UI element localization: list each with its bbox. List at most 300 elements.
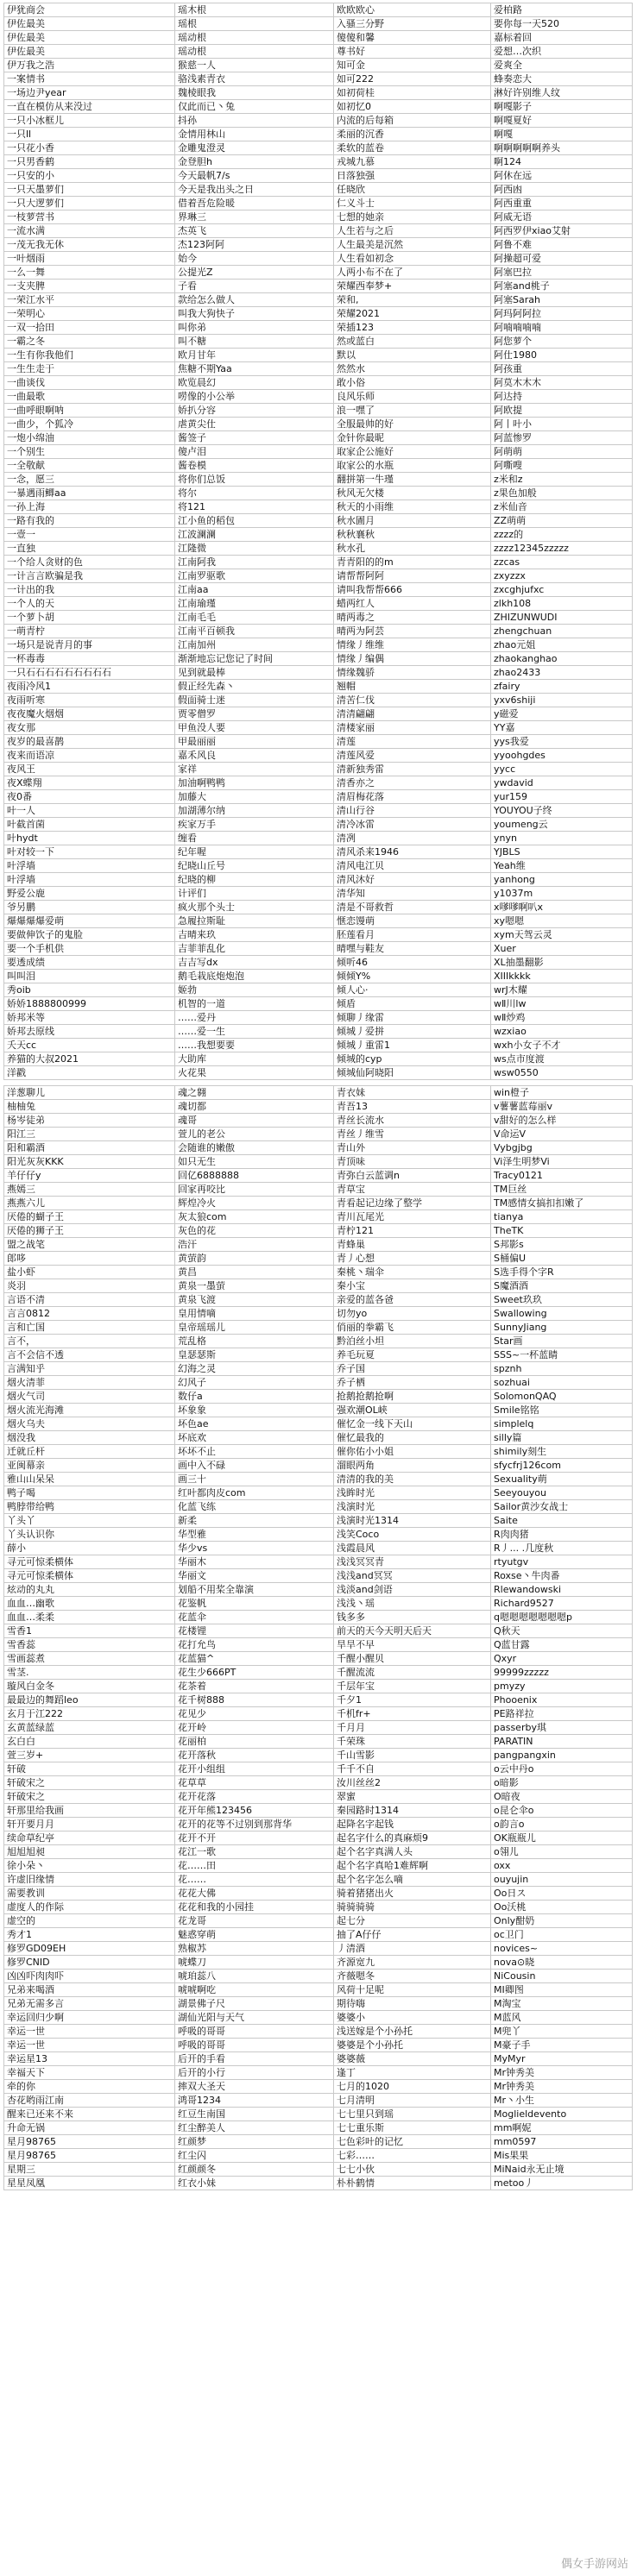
table-cell: Vi泽生明梦Vi [491, 1155, 633, 1169]
table-cell: 红尘醉美人 [175, 2121, 334, 2135]
table-cell: 杰英飞 [175, 224, 334, 238]
table-cell: 七彩…… [334, 2149, 491, 2163]
table-cell: 叫叫泪 [4, 970, 175, 983]
table-cell: 青丝长流水 [334, 1114, 491, 1128]
table-cell: 千夕1 [334, 1693, 491, 1707]
table-cell: 骑骑骑骑 [334, 1901, 491, 1914]
table-cell: Only酣奶 [491, 1914, 633, 1928]
table-cell: 倾城仙阿晓阳 [334, 1066, 491, 1080]
table-cell: 风荷十足呢 [334, 1983, 491, 1997]
table-cell: 晴两为阿芸 [334, 625, 491, 638]
table-cell: S选手得个字R [491, 1266, 633, 1279]
table-cell: 吉吉写dx [175, 956, 334, 970]
table-cell: 花花和我的小园挂 [175, 1901, 334, 1914]
table-row [4, 487, 633, 500]
table-row [4, 1445, 633, 1459]
table-cell: 大助库 [175, 1052, 334, 1066]
table-cell: SolomonQAQ [491, 1390, 633, 1404]
table-row [4, 763, 633, 776]
table-cell: 星月98765 [4, 2149, 175, 2163]
table-cell: 急履拉斯耻 [175, 914, 334, 928]
table-cell: 后开的手看 [175, 2052, 334, 2066]
table-cell: 柔软的蓝卷 [334, 141, 491, 155]
table-cell: 盐小虾 [4, 1266, 175, 1279]
table-row [4, 1141, 633, 1155]
table-cell: o云中丹o [491, 1762, 633, 1776]
table-cell: 浅浅冥冥青 [334, 1555, 491, 1569]
table-cell: 幸运回归少啊 [4, 2011, 175, 2025]
table-cell: 幸福天下 [4, 2066, 175, 2080]
table-row [4, 2080, 633, 2094]
table-cell: zxcghjufxc [491, 583, 633, 597]
table-cell: 起降名字起钱 [334, 1818, 491, 1831]
table-row [4, 1011, 633, 1025]
table-cell: 蜡两红人 [334, 597, 491, 611]
table-cell: 荣插123 [334, 321, 491, 335]
table-cell: 一萌青柠 [4, 625, 175, 638]
table-cell: 一只ll [4, 128, 175, 141]
table-cell: 一暴遇雨鲫aa [4, 487, 175, 500]
table-row [4, 707, 633, 721]
table-row [4, 1266, 633, 1279]
table-cell: 嘉禾风良 [175, 749, 334, 763]
table-cell: 秋水圊月 [334, 514, 491, 528]
table-row [4, 942, 633, 956]
table-cell: 倾城的cyp [334, 1052, 491, 1066]
table-cell: Roxse丶牛肉番 [491, 1569, 633, 1583]
table-cell: sfycfrj126com [491, 1459, 633, 1473]
table-cell: zzzz的 [491, 528, 633, 542]
table-cell: 尊书好 [334, 45, 491, 59]
table-cell: zhao元姐 [491, 638, 633, 652]
table-cell: 红豆生南国 [175, 2108, 334, 2121]
table-cell: 抽了A仔仔 [334, 1928, 491, 1942]
table-cell: sozhuai [491, 1376, 633, 1390]
table-cell: S魔酒酒 [491, 1279, 633, 1293]
table-cell: 然或蓝白 [334, 335, 491, 349]
table-cell: mm0597 [491, 2135, 633, 2149]
table-row [4, 1928, 633, 1942]
table-cell: 知可金 [334, 59, 491, 72]
table-row [4, 1252, 633, 1266]
table-body-top [4, 17, 633, 1080]
table-cell: 荒乱格 [175, 1335, 334, 1348]
table-row [4, 983, 633, 997]
table-cell: 寻元可惊柔横体 [4, 1569, 175, 1583]
table-cell: ……爱一生 [175, 1025, 334, 1039]
table-cell: passerby琪 [491, 1721, 633, 1735]
table-row [4, 2052, 633, 2066]
table-cell: 言言0812 [4, 1307, 175, 1321]
table-cell: q嗯嗯嗯嗯嗯嗯嗯p [491, 1611, 633, 1624]
table-row [4, 1956, 633, 1970]
table-row [4, 1790, 633, 1804]
table-cell: NiCousin [491, 1970, 633, 1983]
table-cell: simplelq [491, 1417, 633, 1431]
table-row [4, 2135, 633, 2149]
table-row [4, 2039, 633, 2052]
table-row [4, 1307, 633, 1321]
table-cell: 青丝丿维雪 [334, 1128, 491, 1141]
table-cell: 缠看 [175, 832, 334, 845]
table-cell: 一只小冰框儿 [4, 114, 175, 128]
table-cell: 始今 [175, 252, 334, 266]
table-cell: 娇娇1888800999 [4, 997, 175, 1011]
table-row [4, 321, 633, 335]
table-cell: 一生生走于 [4, 362, 175, 376]
table-cell: 贾零僧罗 [175, 707, 334, 721]
table-cell: 轩那里给我画 [4, 1804, 175, 1818]
table-cell: 朴朴鹤情 [334, 2177, 491, 2190]
table-cell: 叶浮墙 [4, 873, 175, 887]
table-cell: 红叶都肉皮com [175, 1486, 334, 1500]
table-row [4, 1666, 633, 1680]
table-cell: o翎儿 [491, 1845, 633, 1859]
table-cell: 花蓝伞 [175, 1611, 334, 1624]
table-cell: M蓝风 [491, 2011, 633, 2025]
table-cell: 寻元可惊柔横体 [4, 1555, 175, 1569]
table-cell: 灰色的花 [175, 1224, 334, 1238]
table-cell: 阿操超可爱 [491, 252, 633, 266]
table-cell: Vybgjbg [491, 1141, 633, 1155]
table-cell: y1037m [491, 887, 633, 901]
table-row [4, 307, 633, 321]
table-cell: 倾聊丿缘雷 [334, 1011, 491, 1025]
table-cell: 皇瑟瑟斯 [175, 1348, 334, 1362]
table-cell: 强欢潮OL峡 [334, 1404, 491, 1417]
table-cell: Sailor黄沙女战士 [491, 1500, 633, 1514]
table-cell: 吉菲菲乱化 [175, 942, 334, 956]
table-cell: 新柔 [175, 1514, 334, 1528]
table-row [4, 694, 633, 707]
table-cell: 清冷冰雷 [334, 818, 491, 832]
table-cell: 一杯毒毒 [4, 652, 175, 666]
table-cell: 阿鲁不难 [491, 238, 633, 252]
table-cell: 凶凶吓肉肉吓 [4, 1970, 175, 1983]
table-row [4, 1845, 633, 1859]
table-cell: 花见少 [175, 1707, 334, 1721]
table-row [4, 431, 633, 445]
table-cell: 夜0番 [4, 790, 175, 804]
table-cell: 炎羽 [4, 1279, 175, 1293]
table-row [4, 638, 633, 652]
table-cell: 一霸之冬 [4, 335, 175, 349]
table-cell: 浅淡and剑语 [334, 1583, 491, 1597]
table-cell: 阿塞and桃子 [491, 280, 633, 293]
table-row [4, 418, 633, 431]
table-cell: 要你每一天520 [491, 17, 633, 31]
table-row [4, 1680, 633, 1693]
table-cell: 花鉴帆 [175, 1597, 334, 1611]
table-cell: M兜丫 [491, 2025, 633, 2039]
table-cell: 一曲最歌 [4, 390, 175, 404]
table-cell: 抖孙 [175, 114, 334, 128]
watermark: 偶女手游网站 [560, 2558, 628, 2571]
table-cell: 骑着猪猪出火 [334, 1887, 491, 1901]
table-cell: 一生有你我他们 [4, 349, 175, 362]
table-cell: M淘宝 [491, 1997, 633, 2011]
table-cell: 夜夜魔火烟烟 [4, 707, 175, 721]
table-cell: SunnyJiang [491, 1321, 633, 1335]
table-cell: 俏丽的拳霸飞 [334, 1321, 491, 1335]
table-cell: 一只天墨萝们 [4, 183, 175, 197]
table-cell: 幻风子 [175, 1376, 334, 1390]
table-cell: 翻拼第一牛瑾 [334, 473, 491, 487]
table-cell: 款给怎么做人 [175, 293, 334, 307]
table-cell: 青柠121 [334, 1224, 491, 1238]
table-cell: ……我想要要 [175, 1039, 334, 1052]
table-cell: 啊嘎夏好 [491, 114, 633, 128]
table-cell: 夜雨冷风1 [4, 680, 175, 694]
table-cell: PARATIN [491, 1735, 633, 1749]
table-row [4, 1390, 633, 1404]
table-cell: S邦影s [491, 1238, 633, 1252]
table-cell: 江南平百顿我 [175, 625, 334, 638]
table-cell: 阿嘶嗖 [491, 459, 633, 473]
table-row [4, 542, 633, 556]
table-cell: 燕燕六儿 [4, 1197, 175, 1210]
table-cell: 唬唬啊吃 [175, 1983, 334, 1997]
table-cell: 言和亡国 [4, 1321, 175, 1335]
table-cell: 加油啊鸭鸭 [175, 776, 334, 790]
table-cell: Xuer [491, 942, 633, 956]
table-cell: XIIIkkkk [491, 970, 633, 983]
table-cell: 欧月甘年 [175, 349, 334, 362]
table-cell: 火花果 [175, 1066, 334, 1080]
table-cell: 胚莲看月 [334, 928, 491, 942]
table-cell: 修罗CNID [4, 1956, 175, 1970]
table-cell: 瑶动根 [175, 31, 334, 45]
table-cell: 一念，愿三 [4, 473, 175, 487]
table-row [4, 266, 633, 280]
table-row [4, 611, 633, 625]
table-cell: 家祥 [175, 763, 334, 776]
table-row [4, 2177, 633, 2190]
table-cell: 星月98765 [4, 2135, 175, 2149]
table-cell: zfairy [491, 680, 633, 694]
table-row [4, 1183, 633, 1197]
table-cell: 秦小宝 [334, 1279, 491, 1293]
table-cell: y磁爱 [491, 707, 633, 721]
table-cell: 将尔 [175, 487, 334, 500]
table-cell: 清香亦之 [334, 776, 491, 790]
table-cell: 后开的小行 [175, 2066, 334, 2080]
table-cell: 一全敬献 [4, 459, 175, 473]
table-cell: 钱多多 [334, 1611, 491, 1624]
table-cell: Mr丶小生 [491, 2094, 633, 2108]
table-cell: 齐源宽九 [334, 1956, 491, 1970]
table-row [4, 859, 633, 873]
table-cell: 清风沐好 [334, 873, 491, 887]
table-cell: 瑶根 [175, 17, 334, 31]
table-cell: 阿莫木木木 [491, 376, 633, 390]
table-cell: 湖仙光阳与天气 [175, 2011, 334, 2025]
table-cell: 烟火气司 [4, 1390, 175, 1404]
table-cell: 人两小布不在了 [334, 266, 491, 280]
table-cell: nova⊙晓 [491, 1956, 633, 1970]
table-cell: 晴嘿与鞋友 [334, 942, 491, 956]
table-cell: Seeyouyou [491, 1486, 633, 1500]
table-cell: 红颜梦 [175, 2135, 334, 2149]
table-cell: 青吾13 [334, 1100, 491, 1114]
name-table-bottom [3, 1085, 633, 2190]
table-cell: 江南罗驱歌 [175, 569, 334, 583]
table-cell: 续命草纪亭 [4, 1831, 175, 1845]
table-cell: 敢小俗 [334, 376, 491, 390]
table-cell: 借着吾危险暖 [175, 197, 334, 210]
table-cell: 倾听46 [334, 956, 491, 970]
table-cell: 纪年喔 [175, 845, 334, 859]
table-cell: Richard9527 [491, 1597, 633, 1611]
table-cell: 如只无生 [175, 1155, 334, 1169]
table-cell: 修罗GD09EH [4, 1942, 175, 1956]
table-cell: 一个别生 [4, 445, 175, 459]
table-cell: 青顶味 [334, 1155, 491, 1169]
table-cell: 血血…柔柔 [4, 1611, 175, 1624]
table-cell: 柔丽的沉香 [334, 128, 491, 141]
table-cell: 言不会信不透 [4, 1348, 175, 1362]
table-row [4, 183, 633, 197]
table-cell: novices~ [491, 1942, 633, 1956]
table-cell: 璇风白金冬 [4, 1680, 175, 1693]
table-cell: xym天驾云灵 [491, 928, 633, 942]
table-cell: 阿萌萌 [491, 445, 633, 459]
table-row [4, 928, 633, 942]
table-cell: 阿塞Sarah [491, 293, 633, 307]
table-cell: 金雕鬼澄灵 [175, 141, 334, 155]
table-cell: 加藤大 [175, 790, 334, 804]
table-row [4, 1859, 633, 1873]
table-cell: oxx [491, 1859, 633, 1873]
table-cell: 阿达持 [491, 390, 633, 404]
table-cell: 婆婆小 [334, 2011, 491, 2025]
table-cell: 花草草 [175, 1776, 334, 1790]
table-cell: 徐小朵丶 [4, 1859, 175, 1873]
table-row [4, 1100, 633, 1114]
table-row [4, 1500, 633, 1514]
table-cell: shimily刻生 [491, 1445, 633, 1459]
table-row [4, 1169, 633, 1183]
table-cell: x嗲嗲啊叭x [491, 901, 633, 914]
table-cell: TM感情女搞扣扣嫩了 [491, 1197, 633, 1210]
table-cell: 要一个手机供 [4, 942, 175, 956]
table-cell: 然然水 [334, 362, 491, 376]
table-cell: 江小鱼的稻包 [175, 514, 334, 528]
table-row [4, 625, 633, 638]
table-cell: 江南毛毛 [175, 611, 334, 625]
table-cell: 爱想…次织 [491, 45, 633, 59]
table-cell: Moglieldevento [491, 2108, 633, 2121]
table-cell: ZZ萌萌 [491, 514, 633, 528]
table-row [4, 1114, 633, 1128]
table-cell: 娇扒分容 [175, 404, 334, 418]
table-cell: 阿孩重 [491, 362, 633, 376]
table-cell: 摔双大圣天 [175, 2080, 334, 2094]
table-cell: 一个人的天 [4, 597, 175, 611]
table-row [4, 845, 633, 859]
table-cell: 如初忆0 [334, 100, 491, 114]
table-cell: 人生看如初念 [334, 252, 491, 266]
table-cell: 浅眸时光 [334, 1486, 491, 1500]
table-cell: 华丽文 [175, 1569, 334, 1583]
table-cell: 金针你最昵 [334, 431, 491, 445]
table-cell: 花开落秋 [175, 1749, 334, 1762]
table-cell: 皇用情嘀 [175, 1307, 334, 1321]
table-cell: 清风电江贝 [334, 859, 491, 873]
table-cell: 日落独强 [334, 169, 491, 183]
table-cell: 计评们 [175, 887, 334, 901]
table-cell: 花开年熊123456 [175, 1804, 334, 1818]
table-cell: 一曲少，个狐冷 [4, 418, 175, 431]
table-cell: 七想的她亲 [334, 210, 491, 224]
table-cell: 雪茎. [4, 1666, 175, 1680]
table-cell: 全服最帅的好 [334, 418, 491, 431]
table-row [4, 818, 633, 832]
table-cell: 花开不开 [175, 1831, 334, 1845]
table-cell: 叶对较一下 [4, 845, 175, 859]
table-cell: 叫你弟 [175, 321, 334, 335]
table-cell: 花打允鸟 [175, 1638, 334, 1652]
table-row [4, 1555, 633, 1569]
table-cell: ywdavid [491, 776, 633, 790]
header-cell: 瑶木根 [175, 3, 334, 17]
table-row [4, 1901, 633, 1914]
table-row [4, 72, 633, 86]
table-cell: 丫头认识你 [4, 1528, 175, 1542]
table-cell: 青川瓦尾光 [334, 1210, 491, 1224]
table-cell: z果色加般 [491, 487, 633, 500]
table-cell: silly篇 [491, 1431, 633, 1445]
table-cell: 花丽柏 [175, 1735, 334, 1749]
table-row [4, 2011, 633, 2025]
table-cell: 花开小组组 [175, 1762, 334, 1776]
table-cell: 疯火那个头士 [175, 901, 334, 914]
table-cell: OK瓶瓶儿 [491, 1831, 633, 1845]
table-row [4, 1210, 633, 1224]
table-cell: 一只男香鹤 [4, 155, 175, 169]
table-cell: 姬勃 [175, 983, 334, 997]
table-cell: 翘帽 [334, 680, 491, 694]
table-cell: 千醒流流 [334, 1666, 491, 1680]
table-row [4, 1873, 633, 1887]
table-row [4, 790, 633, 804]
table-cell: yanhong [491, 873, 633, 887]
table-row [4, 473, 633, 487]
table-row [4, 252, 633, 266]
table-cell: 浅霞晨风 [334, 1542, 491, 1555]
table-cell: 清是不哥救哲 [334, 901, 491, 914]
table-cell: 花龙哥 [175, 1914, 334, 1928]
table-row [4, 155, 633, 169]
table-cell: 一曲谈伐 [4, 376, 175, 390]
table-cell: Saite [491, 1514, 633, 1528]
table-cell: youmeng云 [491, 818, 633, 832]
table-row [4, 2108, 633, 2121]
table-cell: 秦园路时1314 [334, 1804, 491, 1818]
table-cell: S桶偏U [491, 1252, 633, 1266]
table-row [4, 500, 633, 514]
table-cell: 娇邦去原线 [4, 1025, 175, 1039]
table-cell: SSS~一杯蓝睛 [491, 1348, 633, 1362]
table-cell: 情缘丿维维 [334, 638, 491, 652]
table-row [4, 1569, 633, 1583]
table-cell: Star画 [491, 1335, 633, 1348]
table-row [4, 1583, 633, 1597]
table-row [4, 997, 633, 1011]
table-row [4, 1224, 633, 1238]
table-cell: 一双一拾田 [4, 321, 175, 335]
table-cell: Phooenix [491, 1693, 633, 1707]
